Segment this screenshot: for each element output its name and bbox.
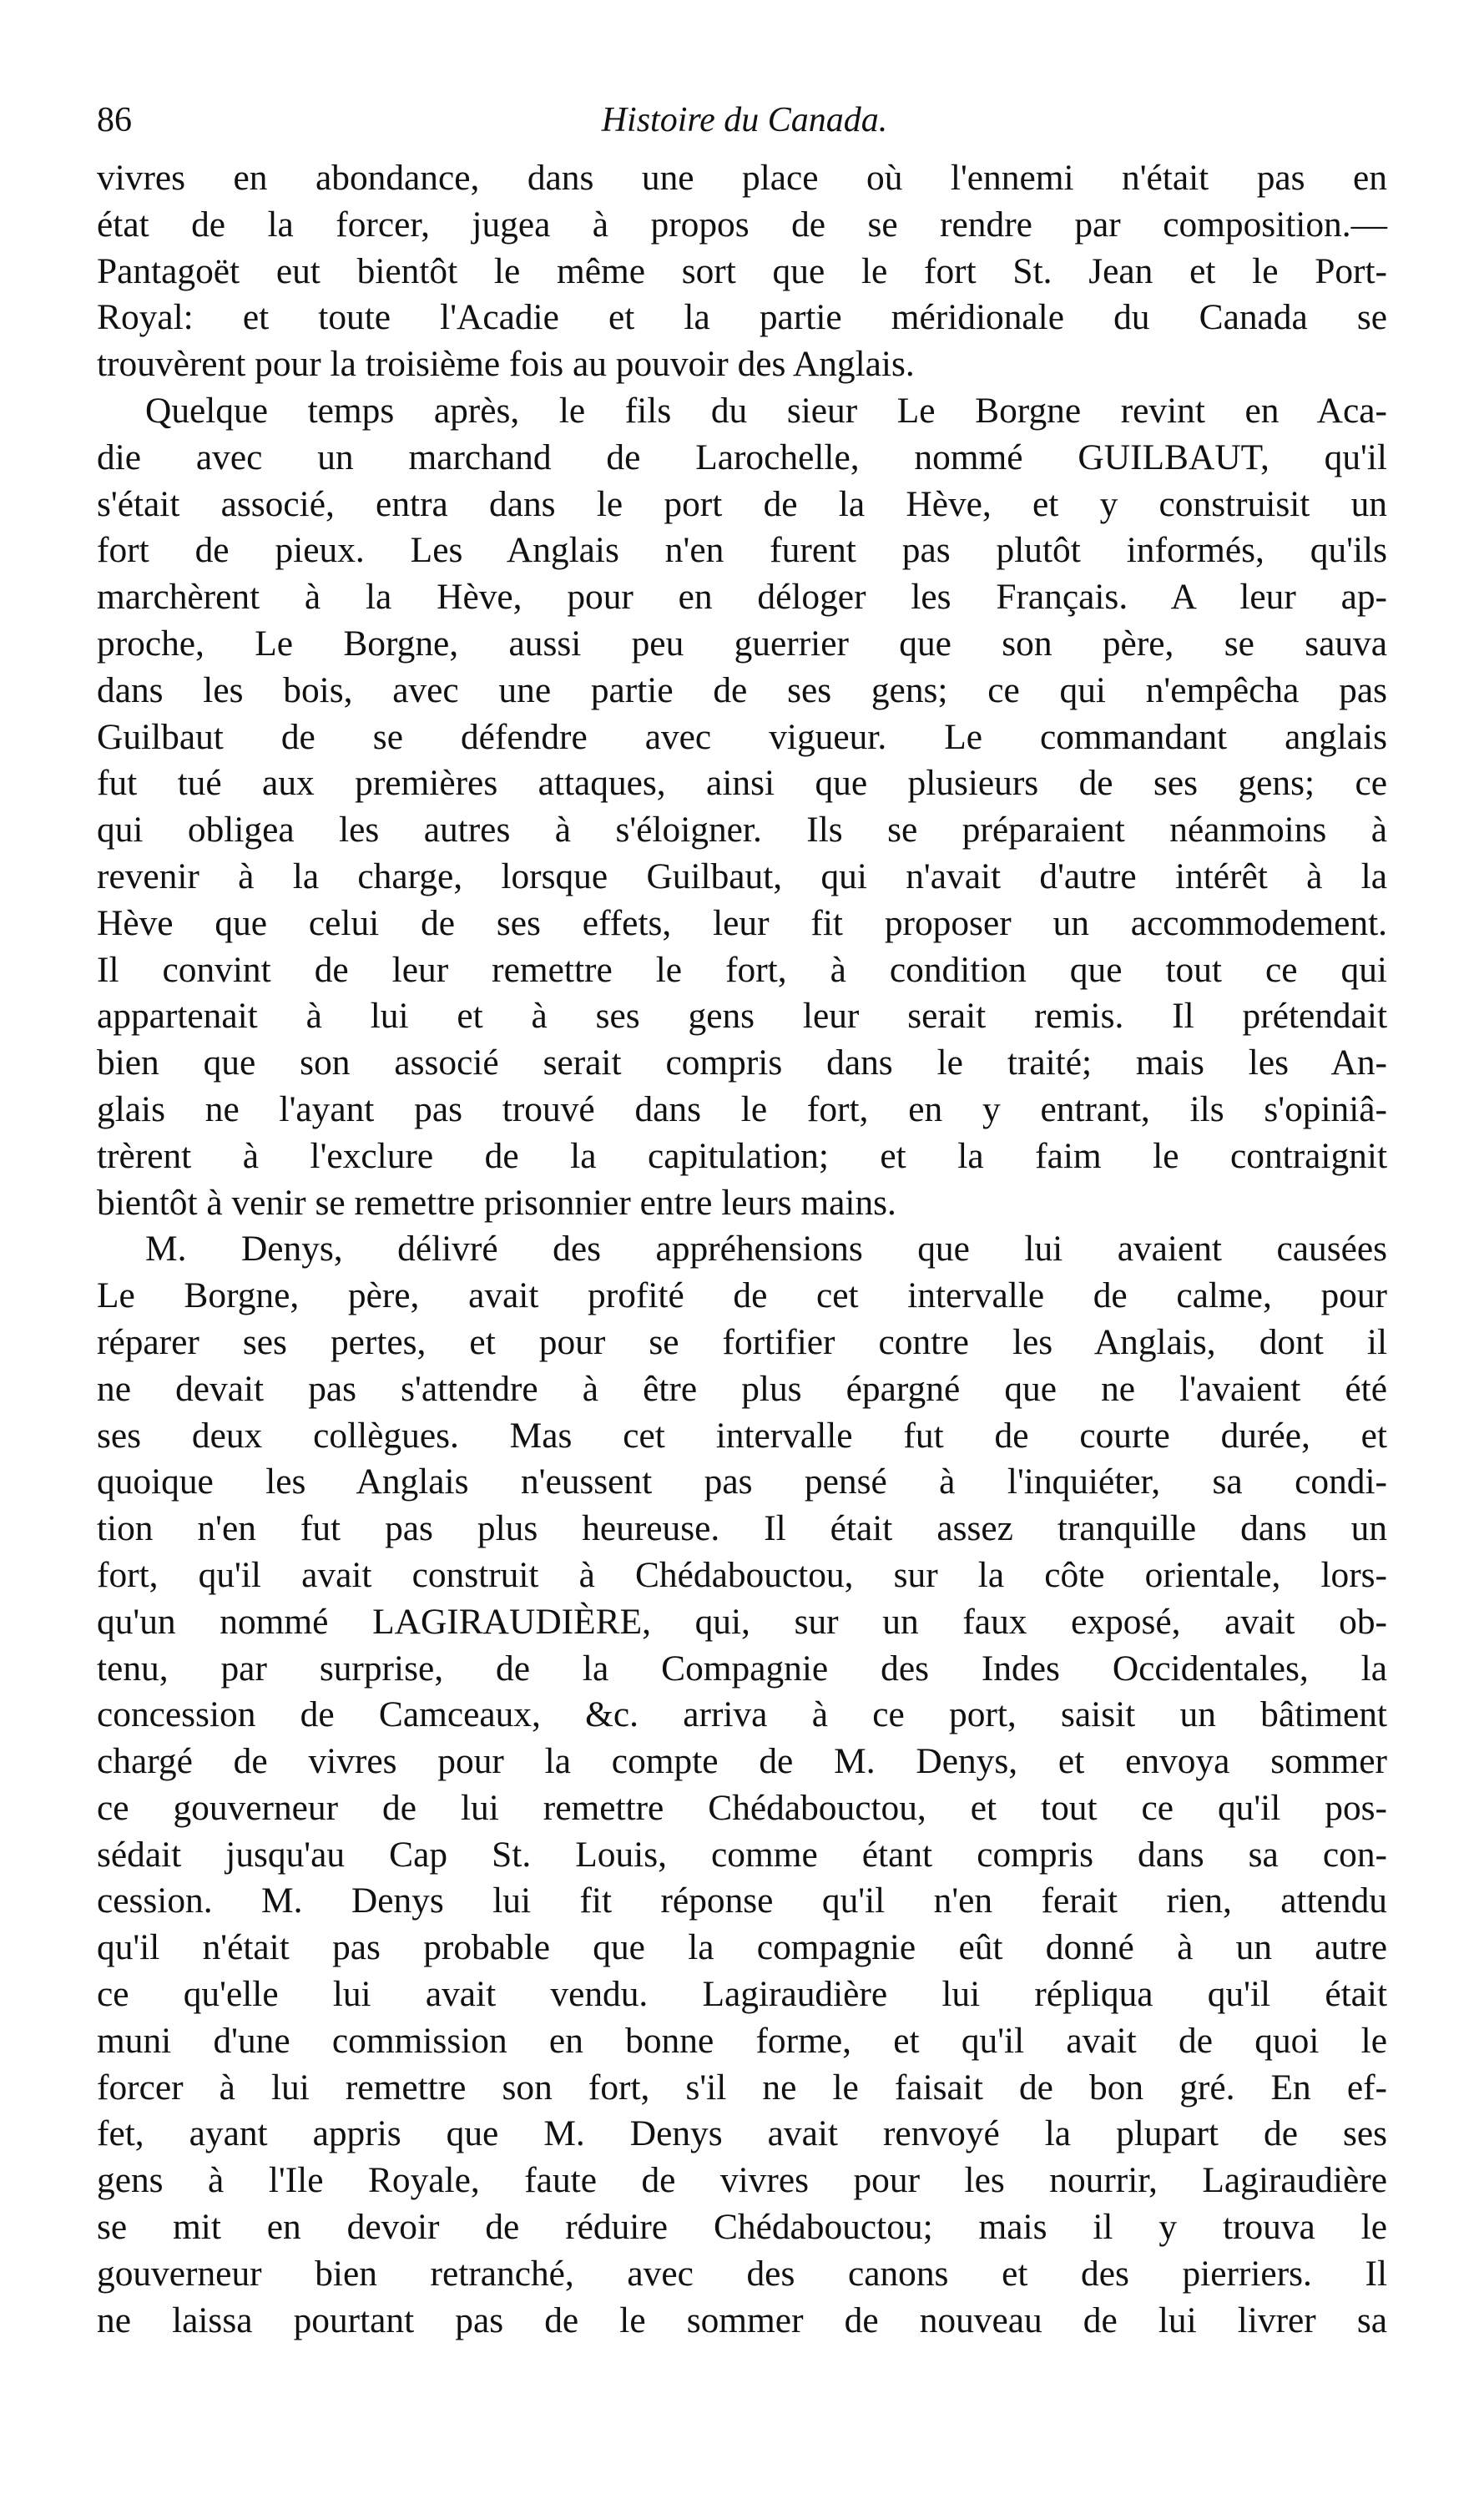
text-line: gens à l'Ile Royale, faute de vivres pour les nourrir, Lagiraudière — [97, 2160, 1387, 2201]
text-line: vivres en abondance, dans une place où l'ennemi n'était pas en — [97, 158, 1387, 198]
text-line: Guilbaut de se défendre avec vigueur. Le commandant anglais — [97, 716, 1387, 757]
text-line: réparer ses pertes, et pour se fortifier contre les Anglais, dont il — [97, 1321, 1387, 1362]
text-line: concession de Camceaux, &c. arriva à ce port, saisit un bâtiment — [97, 1694, 1387, 1735]
text-line: qu'il n'était pas probable que la compagnie eût donné à un autre — [97, 1927, 1387, 1968]
text-line: fet, ayant appris que M. Denys avait renvoyé la plupart de ses — [97, 2113, 1387, 2154]
text-line: s'était associé, entra dans le port de la Hève, et y construisit un — [97, 483, 1387, 524]
text-line: qui obligea les autres à s'éloigner. Ils se préparaient néanmoins à — [97, 810, 1387, 851]
text-line: fort, qu'il avait construit à Chédabouctou, sur la côte orientale, lors- — [97, 1554, 1387, 1595]
text-line: bien que son associé serait compris dans le traité; mais les An- — [97, 1043, 1387, 1083]
page-header — [97, 100, 1392, 155]
text-line: marchèrent à la Hève, pour en déloger les Français. A leur ap- — [97, 577, 1387, 618]
text-line: Hève que celui de ses effets, leur fit proposer un accommodement. — [97, 902, 1387, 943]
text-line: ses deux collègues. Mas cet intervalle fut de courte durée, et — [97, 1415, 1387, 1456]
text-line: trouvèrent pour la troisième fois au pouvoir des Anglais. — [97, 344, 915, 385]
text-line: Pantagoët eut bientôt le même sort que le fort St. Jean et le Port- — [97, 250, 1387, 291]
text-line: ne laissa pourtant pas de le sommer de nouveau de lui livrer sa — [97, 2300, 1387, 2340]
text-line: Quelque temps après, le fils du sieur Le Borgne revint en Aca- — [145, 390, 1387, 431]
text-line: proche, Le Borgne, aussi peu guerrier que son père, se sauva — [97, 623, 1387, 664]
text-line: sédait jusqu'au Cap St. Louis, comme étant compris dans sa con- — [97, 1834, 1387, 1875]
text-line: tion n'en fut pas plus heureuse. Il était assez tranquille dans un — [97, 1508, 1387, 1549]
text-line: revenir à la charge, lorsque Guilbaut, qui n'avait d'autre intérêt à la — [97, 856, 1387, 896]
text-line: M. Denys, délivré des appréhensions que lui avaient causées — [145, 1229, 1387, 1270]
text-line: état de la forcer, jugea à propos de se rendre par composition.— — [97, 204, 1387, 245]
text-line: ne devait pas s'attendre à être plus épargné que ne l'avaient été — [97, 1368, 1387, 1409]
text-line: muni d'une commission en bonne forme, et qu'il avait de quoi le — [97, 2020, 1387, 2061]
text-line: fort de pieux. Les Anglais n'en furent pas plutôt informés, qu'ils — [97, 530, 1387, 571]
running-title: Histoire du Canada. — [601, 101, 888, 139]
text-line: cession. M. Denys lui fit réponse qu'il n'en ferait rien, attendu — [97, 1881, 1387, 1921]
text-line: bientôt à venir se remettre prisonnier entre leurs mains. — [97, 1182, 896, 1223]
text-line: Il convint de leur remettre le fort, à condition que tout ce qui — [97, 949, 1387, 990]
text-line: se mit en devoir de réduire Chédabouctou; mais il y trouva le — [97, 2207, 1387, 2248]
text-line: qu'un nommé LAGIRAUDIÈRE, qui, sur un faux exposé, avait ob- — [97, 1601, 1387, 1642]
text-line: quoique les Anglais n'eussent pas pensé à l'inquiéter, sa condi- — [97, 1462, 1387, 1502]
text-line: tenu, par surprise, de la Compagnie des Indes Occidentales, la — [97, 1648, 1387, 1689]
page-number: 86 — [97, 101, 132, 139]
text-line: appartenait à lui et à ses gens leur serait remis. Il prétendait — [97, 996, 1387, 1037]
text-line: fut tué aux premières attaques, ainsi que plusieurs de ses gens; ce — [97, 763, 1387, 804]
text-line: forcer à lui remettre son fort, s'il ne le faisait de bon gré. En ef- — [97, 2067, 1387, 2108]
text-line: ce qu'elle lui avait vendu. Lagiraudière lui répliqua qu'il était — [97, 1974, 1387, 2015]
text-line: glais ne l'ayant pas trouvé dans le fort, en y entrant, ils s'opiniâ- — [97, 1088, 1387, 1129]
text-line: Le Borgne, père, avait profité de cet intervalle de calme, pour — [97, 1275, 1387, 1316]
text-line: Royal: et toute l'Acadie et la partie méridionale du Canada se — [97, 297, 1387, 338]
body-text — [97, 155, 1387, 2344]
text-line: gouverneur bien retranché, avec des canons et des pierriers. Il — [97, 2253, 1387, 2294]
text-line: die avec un marchand de Larochelle, nommé GUILBAUT, qu'il — [97, 437, 1387, 477]
text-line: trèrent à l'exclure de la capitulation; et la faim le contraignit — [97, 1135, 1387, 1176]
text-line: dans les bois, avec une partie de ses gens; ce qui n'empêcha pas — [97, 669, 1387, 710]
text-line: ce gouverneur de lui remettre Chédabouctou, et tout ce qu'il pos- — [97, 1787, 1387, 1828]
text-line: chargé de vivres pour la compte de M. Denys, et envoya sommer — [97, 1741, 1387, 1782]
